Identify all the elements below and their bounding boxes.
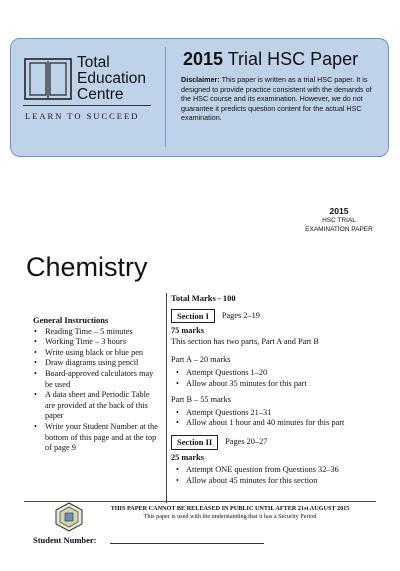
section-2-header bbox=[171, 435, 381, 450]
section-2-list bbox=[171, 465, 381, 486]
logo-line-2: Education bbox=[77, 70, 146, 87]
list-item: • Write using black or blue pen bbox=[33, 348, 161, 359]
list-item: • Allow about 45 minutes for this section bbox=[171, 476, 381, 487]
part-a-list bbox=[171, 368, 381, 389]
logo-rule bbox=[23, 105, 151, 106]
part-b-list bbox=[171, 408, 381, 429]
section-1-header bbox=[171, 309, 381, 324]
list-item: • Attempt Questions 21–31 bbox=[171, 408, 381, 419]
section-1-marks: 75 marks bbox=[171, 326, 204, 336]
section-1-label: Section I bbox=[171, 309, 215, 324]
section-2-pages: Pages 20–27 bbox=[225, 436, 268, 446]
exam-info bbox=[294, 206, 384, 234]
hexagon-seal-icon bbox=[54, 502, 84, 532]
banner-title-text: Trial HSC Paper bbox=[227, 49, 359, 69]
logo-wordmark bbox=[77, 55, 146, 103]
exam-line-1: HSC TRIAL bbox=[322, 217, 356, 224]
part-b-title: Part B – 55 marks bbox=[171, 395, 231, 405]
list-item: • Allow about 1 hour and 40 minutes for this part bbox=[171, 418, 381, 429]
part-a-title: Part A – 20 marks bbox=[171, 355, 231, 365]
disclaimer-text: This paper is written as a trial HSC paper. It is designed to provide practice consistent with the demands of the HSC course and its examination. However, we do not guarantee it predicts question content for the actual HSC examination. bbox=[181, 75, 372, 123]
section-2-label: Section II bbox=[171, 435, 218, 450]
logo-tagline: LEARN TO SUCCEED bbox=[25, 111, 140, 121]
disclaimer-label: Disclaimer: bbox=[181, 75, 220, 84]
exam-line-2: EXAMINATION PAPER bbox=[305, 226, 373, 233]
release-notice: THIS PAPER CANNOT BE RELEASED IN PUBLIC UNTIL AFTER 21st AUGUST 2015 bbox=[110, 505, 350, 512]
general-instructions-list bbox=[33, 327, 161, 454]
list-item: • Allow about 35 minutes for this part bbox=[171, 379, 381, 390]
column-divider bbox=[166, 293, 167, 503]
tec-logo bbox=[23, 53, 151, 143]
header-banner bbox=[10, 38, 389, 157]
general-instructions bbox=[33, 315, 161, 454]
banner-title bbox=[183, 49, 358, 70]
disclaimer bbox=[181, 75, 381, 123]
banner-divider bbox=[165, 47, 166, 147]
list-item: • A data sheet and Periodic Table are provided at the back of this paper bbox=[33, 390, 161, 422]
list-item: • Write your Student Number at the bottom of this page and at the top of page 9 bbox=[33, 422, 161, 454]
list-item: • Working Time – 3 hours bbox=[33, 337, 161, 348]
general-instructions-heading: General Instructions bbox=[33, 315, 109, 325]
list-item: • Board-approved calculators may be used bbox=[33, 369, 161, 390]
logo-line-3: Centre bbox=[77, 86, 124, 103]
subject-title: Chemistry bbox=[26, 252, 148, 282]
list-item: • Attempt ONE question from Questions 32–36 bbox=[171, 465, 381, 476]
student-number-field[interactable] bbox=[110, 543, 264, 544]
list-item: • Reading Time – 5 minutes bbox=[33, 327, 161, 338]
total-marks: Total Marks - 100 bbox=[171, 293, 236, 303]
section-2-marks: 25 marks bbox=[171, 452, 204, 462]
exam-year: 2015 bbox=[329, 206, 349, 216]
student-number-label: Student Number: bbox=[33, 535, 97, 545]
section-1-description: This section has two parts, Part A and Part B bbox=[171, 336, 319, 346]
exam-structure bbox=[171, 293, 381, 492]
section-1-pages: Pages 2–19 bbox=[221, 310, 260, 320]
list-item: • Draw diagrams using pencil bbox=[33, 358, 161, 369]
banner-title-year: 2015 bbox=[183, 49, 224, 69]
list-item: • Attempt Questions 1–20 bbox=[171, 368, 381, 379]
open-book-icon bbox=[23, 55, 73, 103]
logo-line-1: Total bbox=[77, 54, 110, 71]
security-notice: This paper is used with the understanding that it has a Security Period bbox=[143, 513, 317, 520]
